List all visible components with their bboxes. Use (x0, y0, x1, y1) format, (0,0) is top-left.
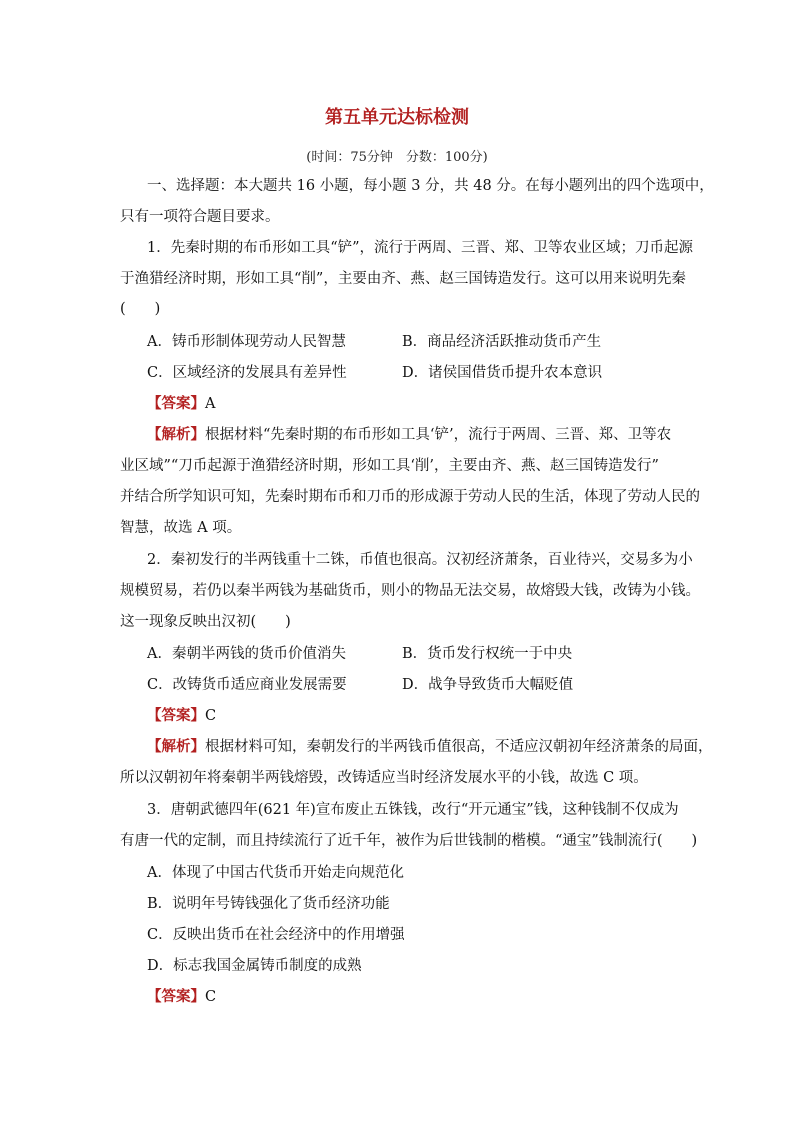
page-title: 第五单元达标检测 (325, 107, 469, 128)
question-3-option-a: A．体现了中国古代货币开始走向规范化 (147, 865, 404, 881)
analysis-tag: 【解析】 (147, 427, 205, 443)
question-1-analysis (147, 425, 680, 445)
analysis-text: 根据材料可知，秦朝发行的半两钱币值很高，不适应汉朝初年经济萧条的局面， (205, 739, 713, 755)
question-2-stem: 规模贸易，若仍以秦半两钱为基础货币，则小的物品无法交易，故熔毁大钱，改铸为小钱。 (120, 583, 700, 599)
question-1-answer (147, 394, 680, 414)
answer-tag: 【答案】 (147, 708, 205, 724)
question-3-option-c: C．反映出货币在社会经济中的作用增强 (147, 927, 405, 943)
question-3-answer (147, 987, 680, 1007)
exam-time-score: (时间：75分钟 分数：100分) (306, 150, 488, 165)
question-3-option-d: D．标志我国金属铸币制度的成熟 (147, 958, 362, 974)
question-2-option-d: D．战争导致货币大幅贬值 (402, 677, 574, 693)
question-2-stem: 2．秦初发行的半两钱重十二铢，币值也很高。汉初经济萧条，百业待兴，交易多为小 (147, 552, 693, 568)
question-1-option-d: D．诸侯国借货币提升农本意识 (402, 365, 603, 381)
answer-value: C (205, 708, 217, 724)
answer-value: C (205, 989, 217, 1005)
question-2-answer (147, 706, 680, 726)
answer-value: A (205, 396, 216, 412)
analysis-text: 根据材料“先秦时期的布币形如工具‘铲’，流行于两周、三晋、郑、卫等农 (205, 427, 672, 443)
question-2-stem: 这一现象反映出汉初( ) (120, 614, 291, 630)
answer-tag: 【答案】 (147, 396, 205, 412)
question-1-stem: 1．先秦时期的布币形如工具“铲”，流行于两周、三晋、郑、卫等农业区域；刀币起源 (147, 240, 694, 256)
question-1-option-a: A．铸币形制体现劳动人民智慧 (147, 334, 346, 350)
question-3-option-b: B．说明年号铸钱强化了货币经济功能 (147, 896, 390, 912)
question-2-analysis-line: 所以汉朝初年将秦朝半两钱熔毁，改铸适应当时经济发展水平的小钱，故选 C 项。 (120, 770, 648, 786)
question-1-option-b: B．商品经济活跃推动货币产生 (402, 334, 602, 350)
analysis-tag: 【解析】 (147, 739, 205, 755)
section-intro-line: 只有一项符合题目要求。 (120, 209, 280, 225)
question-1-analysis-line: 智慧，故选 A 项。 (120, 520, 242, 536)
question-1-analysis-line: 业区域”“刀币起源于渔猎经济时期，形如工具‘削’，主要由齐、燕、赵三国铸造发行” (120, 458, 659, 474)
question-1-stem: ( ) (120, 301, 161, 317)
question-2-option-a: A．秦朝半两钱的货币价值消失 (147, 646, 346, 662)
question-2-option-c: C．改铸货币适应商业发展需要 (147, 677, 347, 693)
question-3-stem: 3．唐朝武德四年(621 年)宣布废止五铢钱，改行“开元通宝”钱，这种钱制不仅成为 (147, 802, 679, 818)
question-2-analysis (147, 737, 713, 757)
question-1-analysis-line: 并结合所学知识可知，先秦时期布币和刀币的形成源于劳动人民的生活，体现了劳动人民的 (120, 489, 700, 505)
answer-tag: 【答案】 (147, 989, 205, 1005)
question-3-stem: 有唐一代的定制，而且持续流行了近千年，被作为后世钱制的楷模。“通宝”钱制流行( ) (120, 833, 698, 849)
question-2-option-b: B．货币发行权统一于中央 (402, 646, 573, 662)
question-1-option-c: C．区域经济的发展具有差异性 (147, 365, 347, 381)
section-intro-line: 一、选择题：本大题共 16 小题，每小题 3 分，共 48 分。在每小题列出的四个选项中， (147, 178, 714, 194)
question-1-stem: 于渔猎经济时期，形如工具“削”，主要由齐、燕、赵三国铸造发行。这可以用来说明先秦 (120, 271, 686, 287)
